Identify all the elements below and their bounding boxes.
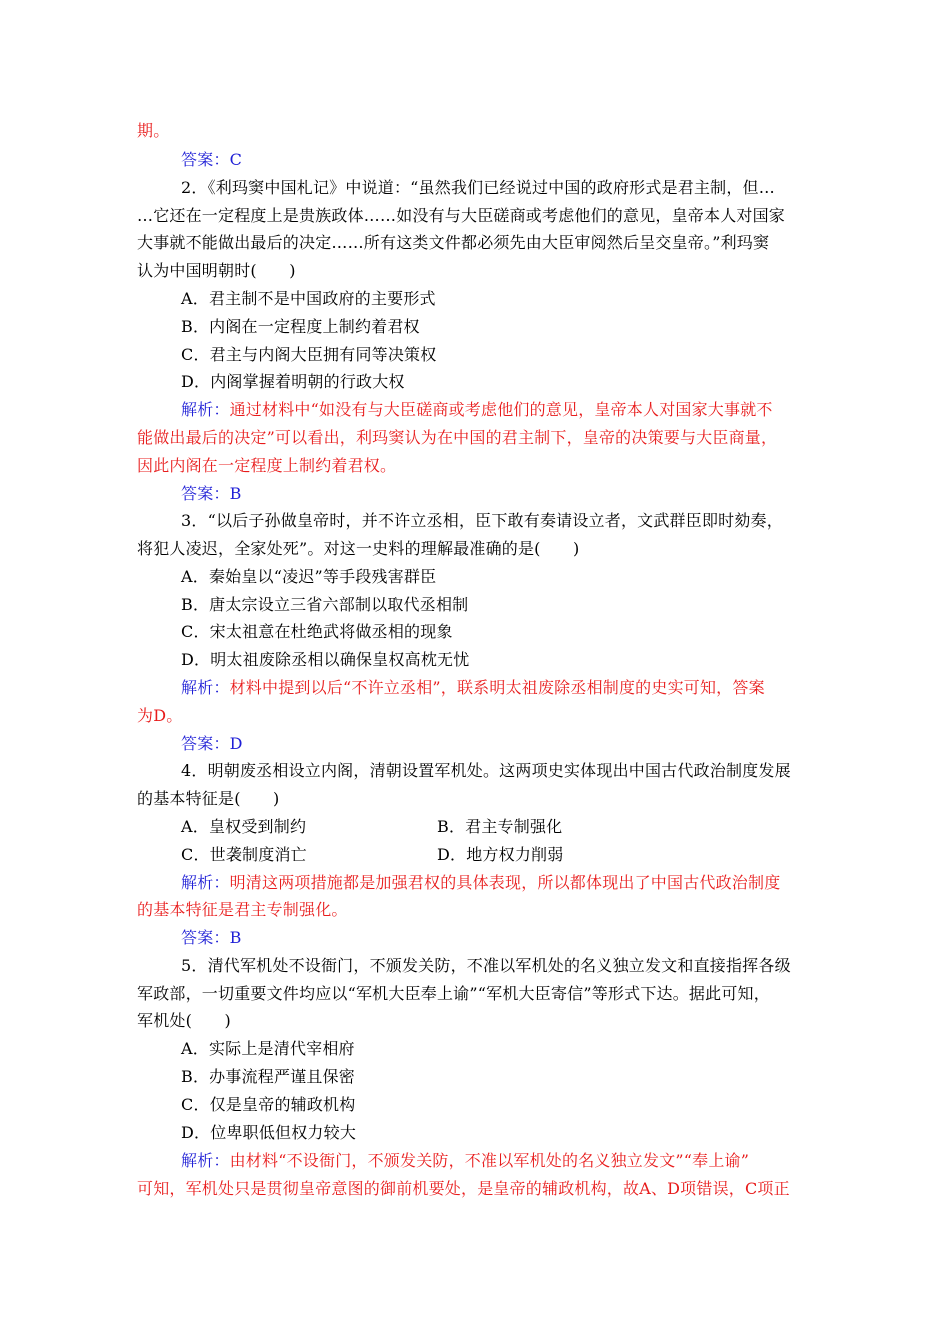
option-d: D．内阁掌握着明朝的行政大权 <box>181 372 405 391</box>
answer-label: 答案： <box>181 928 230 947</box>
option-a: A．实际上是清代宰相府 <box>181 1039 355 1058</box>
option-d: D．地方权力削弱 <box>437 845 564 864</box>
answer-label: 答案： <box>181 484 230 503</box>
analysis-label: 解析： <box>181 1151 230 1170</box>
answer-value: B <box>229 484 242 503</box>
option-d: D．位卑职低但权力较大 <box>181 1123 357 1142</box>
question-text-line: 将犯人凌迟，全家处死”。对这一史料的理解最准确的是( ) <box>137 539 580 558</box>
answer-value: B <box>229 928 242 947</box>
question-text-line: 大事就不能做出最后的决定……所有这类文件都必须先由大臣审阅然后呈交皇帝。”利玛窦 <box>137 233 770 252</box>
answer-line <box>181 928 817 948</box>
analysis-label: 解析： <box>181 678 230 697</box>
option-a: A．秦始皇以“凌迟”等手段残害群臣 <box>181 567 437 586</box>
analysis-label: 解析： <box>181 400 230 419</box>
analysis-text: 由材料“不设衙门，不颁发关防，不准以军机处的名义独立发文”“奉上谕” <box>229 1151 750 1170</box>
analysis-line <box>181 400 817 420</box>
option-d: D．明太祖废除丞相以确保皇权高枕无忧 <box>181 650 470 669</box>
answer-label: 答案： <box>181 734 230 753</box>
analysis-text-line: 为D。 <box>137 706 183 725</box>
question-4-stem: 4．明朝废丞相设立内阁，清朝设置军机处。这两项史实体现出中国古代政治制度发展 <box>181 761 791 780</box>
analysis-text-line: 可知，军机处只是贯彻皇帝意图的御前机要处，是皇帝的辅政机构，故A、D项错误，C项正 <box>137 1179 790 1198</box>
question-text-line: 军机处( ) <box>137 1011 231 1030</box>
analysis-text: 材料中提到以后“不许立丞相”，联系明太祖废除丞相制度的史实可知，答案 <box>229 678 765 697</box>
answer-label: 答案： <box>181 150 230 169</box>
question-2-stem: 2．《利玛窦中国札记》中说道：“虽然我们已经说过中国的政府形式是君主制，但… <box>181 178 775 197</box>
option-c: C．世袭制度消亡 <box>181 845 307 864</box>
answer-line <box>181 484 817 504</box>
analysis-text: 通过材料中“如没有与大臣磋商或考虑他们的意见，皇帝本人对国家大事就不 <box>229 400 773 419</box>
answer-value: C <box>229 150 243 169</box>
answer-line <box>181 150 817 170</box>
option-b: B．办事流程严谨且保密 <box>181 1067 355 1086</box>
text-line: 期。 <box>137 121 170 140</box>
analysis-line <box>181 873 817 893</box>
answer-value: D <box>229 734 243 753</box>
option-c: C．仅是皇帝的辅政机构 <box>181 1095 356 1114</box>
option-a: A．君主制不是中国政府的主要形式 <box>181 289 436 308</box>
answer-line <box>181 734 817 754</box>
question-text-line: 认为中国明朝时( ) <box>137 261 296 280</box>
analysis-line <box>181 678 817 698</box>
analysis-line <box>181 1151 817 1171</box>
analysis-text-line: 因此内阁在一定程度上制约着君权。 <box>137 456 397 475</box>
option-c: C．君主与内阁大臣拥有同等决策权 <box>181 345 437 364</box>
question-text-line: 的基本特征是( ) <box>137 789 280 808</box>
question-text-line: 军政部，一切重要文件均应以“军机大臣奉上谕”“军机大臣寄信”等形式下达。据此可知， <box>137 984 770 1003</box>
question-5-stem: 5．清代军机处不设衙门，不颁发关防，不准以军机处的名义独立发文和直接指挥各级 <box>181 956 791 975</box>
option-b: B．唐太宗设立三省六部制以取代丞相制 <box>181 595 469 614</box>
analysis-text-line: 能做出最后的决定”可以看出，利玛窦认为在中国的君主制下，皇帝的决策要与大臣商量， <box>137 428 778 447</box>
option-a: A．皇权受到制约 <box>181 817 307 836</box>
question-3-stem: 3．“以后子孙做皇帝时，并不许立丞相，臣下敢有奏请设立者，文武群臣即时劾奏， <box>181 511 783 530</box>
analysis-text: 明清这两项措施都是加强君权的具体表现，所以都体现出了中国古代政治制度 <box>229 873 781 892</box>
option-c: C．宋太祖意在杜绝武将做丞相的现象 <box>181 622 453 641</box>
question-text-line: …它还在一定程度上是贵族政体……如没有与大臣磋商或考虑他们的意见，皇帝本人对国家 <box>137 206 786 225</box>
option-b: B．君主专制强化 <box>437 817 563 836</box>
option-b: B．内阁在一定程度上制约着君权 <box>181 317 420 336</box>
analysis-text-line: 的基本特征是君主专制强化。 <box>137 900 348 919</box>
analysis-label: 解析： <box>181 873 230 892</box>
